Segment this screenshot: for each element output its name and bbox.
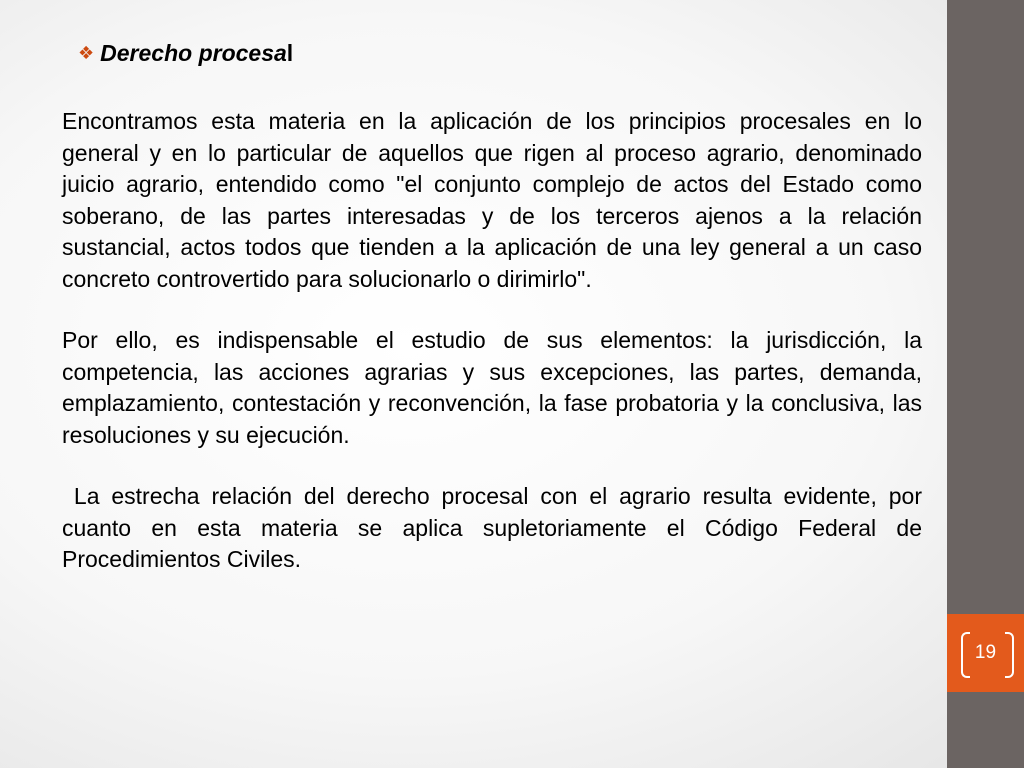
- paragraph-2: Por ello, es indispensable el estudio de sus elementos: la jurisdicción, la competencia, las acciones agrarias y sus excepciones, las partes, demanda, emplazamiento, contestación y reconvención, la fase probatoria y la conclusiva, las resoluciones y su ejecución.: [62, 327, 922, 448]
- heading-italic-text: Derecho procesa: [100, 40, 287, 66]
- paragraph-3: La estrecha relación del derecho procesal con el agrario resulta evidente, por cuanto en esta materia se aplica supletoriamente el Código Federal de Procedimientos Civiles.: [62, 483, 929, 572]
- slide-heading: [78, 38, 922, 68]
- slide-content: [62, 38, 929, 606]
- diamond-bullet-icon: ❖: [78, 43, 95, 63]
- right-bracket-icon: [1005, 632, 1014, 678]
- page-number: 19: [974, 642, 997, 663]
- paragraph-1: Encontramos esta materia en la aplicación de los principios procesales en lo general y en lo particular de aquellos que rigen al proceso agrario, denominado juicio agrario, entendido como "el conjunto complejo de actos del Estado como soberano, de las partes interesadas y de los terceros ajenos a la relación sustancial, actos todos que tienden a la aplicación de una ley general a un caso concreto controvertido para solucionarlo o dirimirlo".: [62, 108, 922, 292]
- page-number-box: [947, 614, 1024, 692]
- heading-trailing-text: l: [286, 40, 294, 66]
